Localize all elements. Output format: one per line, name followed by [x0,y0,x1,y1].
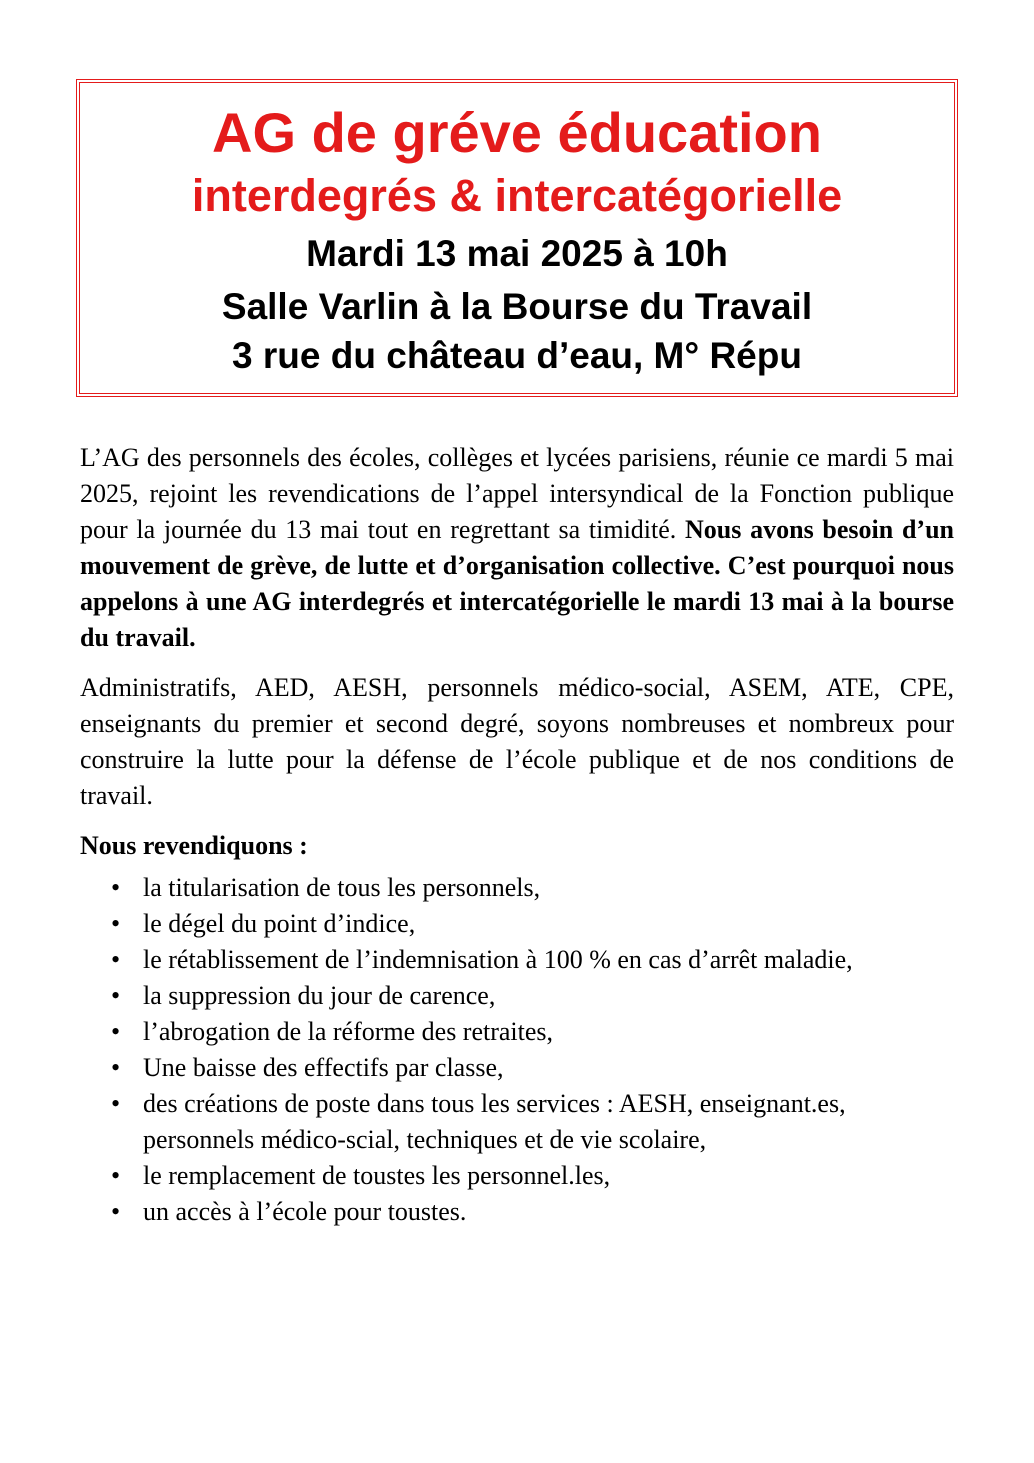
list-item [80,1086,954,1158]
bullet-icon: • [111,1089,121,1118]
list-item-text: le dégel du point d’indice, [143,909,416,938]
bullet-icon: • [111,1161,121,1190]
list-item [80,1158,954,1194]
intro-text: L’AG des personnels des écoles, collèges et lycées parisiens, réunie ce mardi 5 mai 2025, rejoint les revendications de l’appel intersyndical de la Fonction publique pour la journée du 13 mai tout en regrettant sa timidité. [80,443,954,544]
demands-list [80,870,954,1230]
list-item [80,942,954,978]
list-item [80,1194,954,1230]
event-date: Mardi 13 mai 2025 à 10h [306,233,728,274]
event-address: 3 rue du château d’eau, M° Répu [232,335,802,376]
demands-heading: Nous revendiquons : [80,831,308,860]
list-item [80,978,954,1014]
list-item [80,1014,954,1050]
intro-paragraph [80,440,954,656]
bullet-icon: • [111,945,121,974]
call-paragraph: Administratifs, AED, AESH, personnels médico-social, ASEM, ATE, CPE, enseignants du premier et second degré, soyons nombreuses et nombreux pour construire la lutte pour la défense de l’école publique et de nos conditions de travail. [80,673,954,810]
intro-bold-text: Nous avons besoin d’un mouvement de grève, de lutte et d’organisation collective. C’est pourquoi nous appelons à une AG interdegrés et intercatégorielle le mardi 13 mai à la bourse du travail. [80,515,954,652]
list-item [80,906,954,942]
body-text [80,440,954,1230]
list-item-text: la titularisation de tous les personnels, [143,873,541,902]
header-box [76,79,958,397]
bullet-icon: • [111,1053,121,1082]
list-item-text: des créations de poste dans tous les services : AESH, enseignant.es, personnels médico-scial, techniques et de vie scolaire, [143,1089,846,1154]
list-item-text: Une baisse des effectifs par classe, [143,1053,504,1082]
bullet-icon: • [111,873,121,902]
list-item-text: l’abrogation de la réforme des retraites, [143,1017,554,1046]
page-title: AG de gréve éducation [212,101,822,164]
list-item [80,870,954,906]
list-item-text: un accès à l’école pour toustes. [143,1197,467,1226]
list-item [80,1050,954,1086]
bullet-icon: • [111,981,121,1010]
event-place: Salle Varlin à la Bourse du Travail [221,286,813,327]
page-subtitle: interdegrés & intercatégorielle [191,170,843,221]
list-item-text: la suppression du jour de carence, [143,981,496,1010]
list-item-text: le rétablissement de l’indemnisation à 100 % en cas d’arrêt maladie, [143,945,853,974]
bullet-icon: • [111,1197,121,1226]
bullet-icon: • [111,909,121,938]
list-item-text: le remplacement de toustes les personnel.les, [143,1161,611,1190]
bullet-icon: • [111,1017,121,1046]
